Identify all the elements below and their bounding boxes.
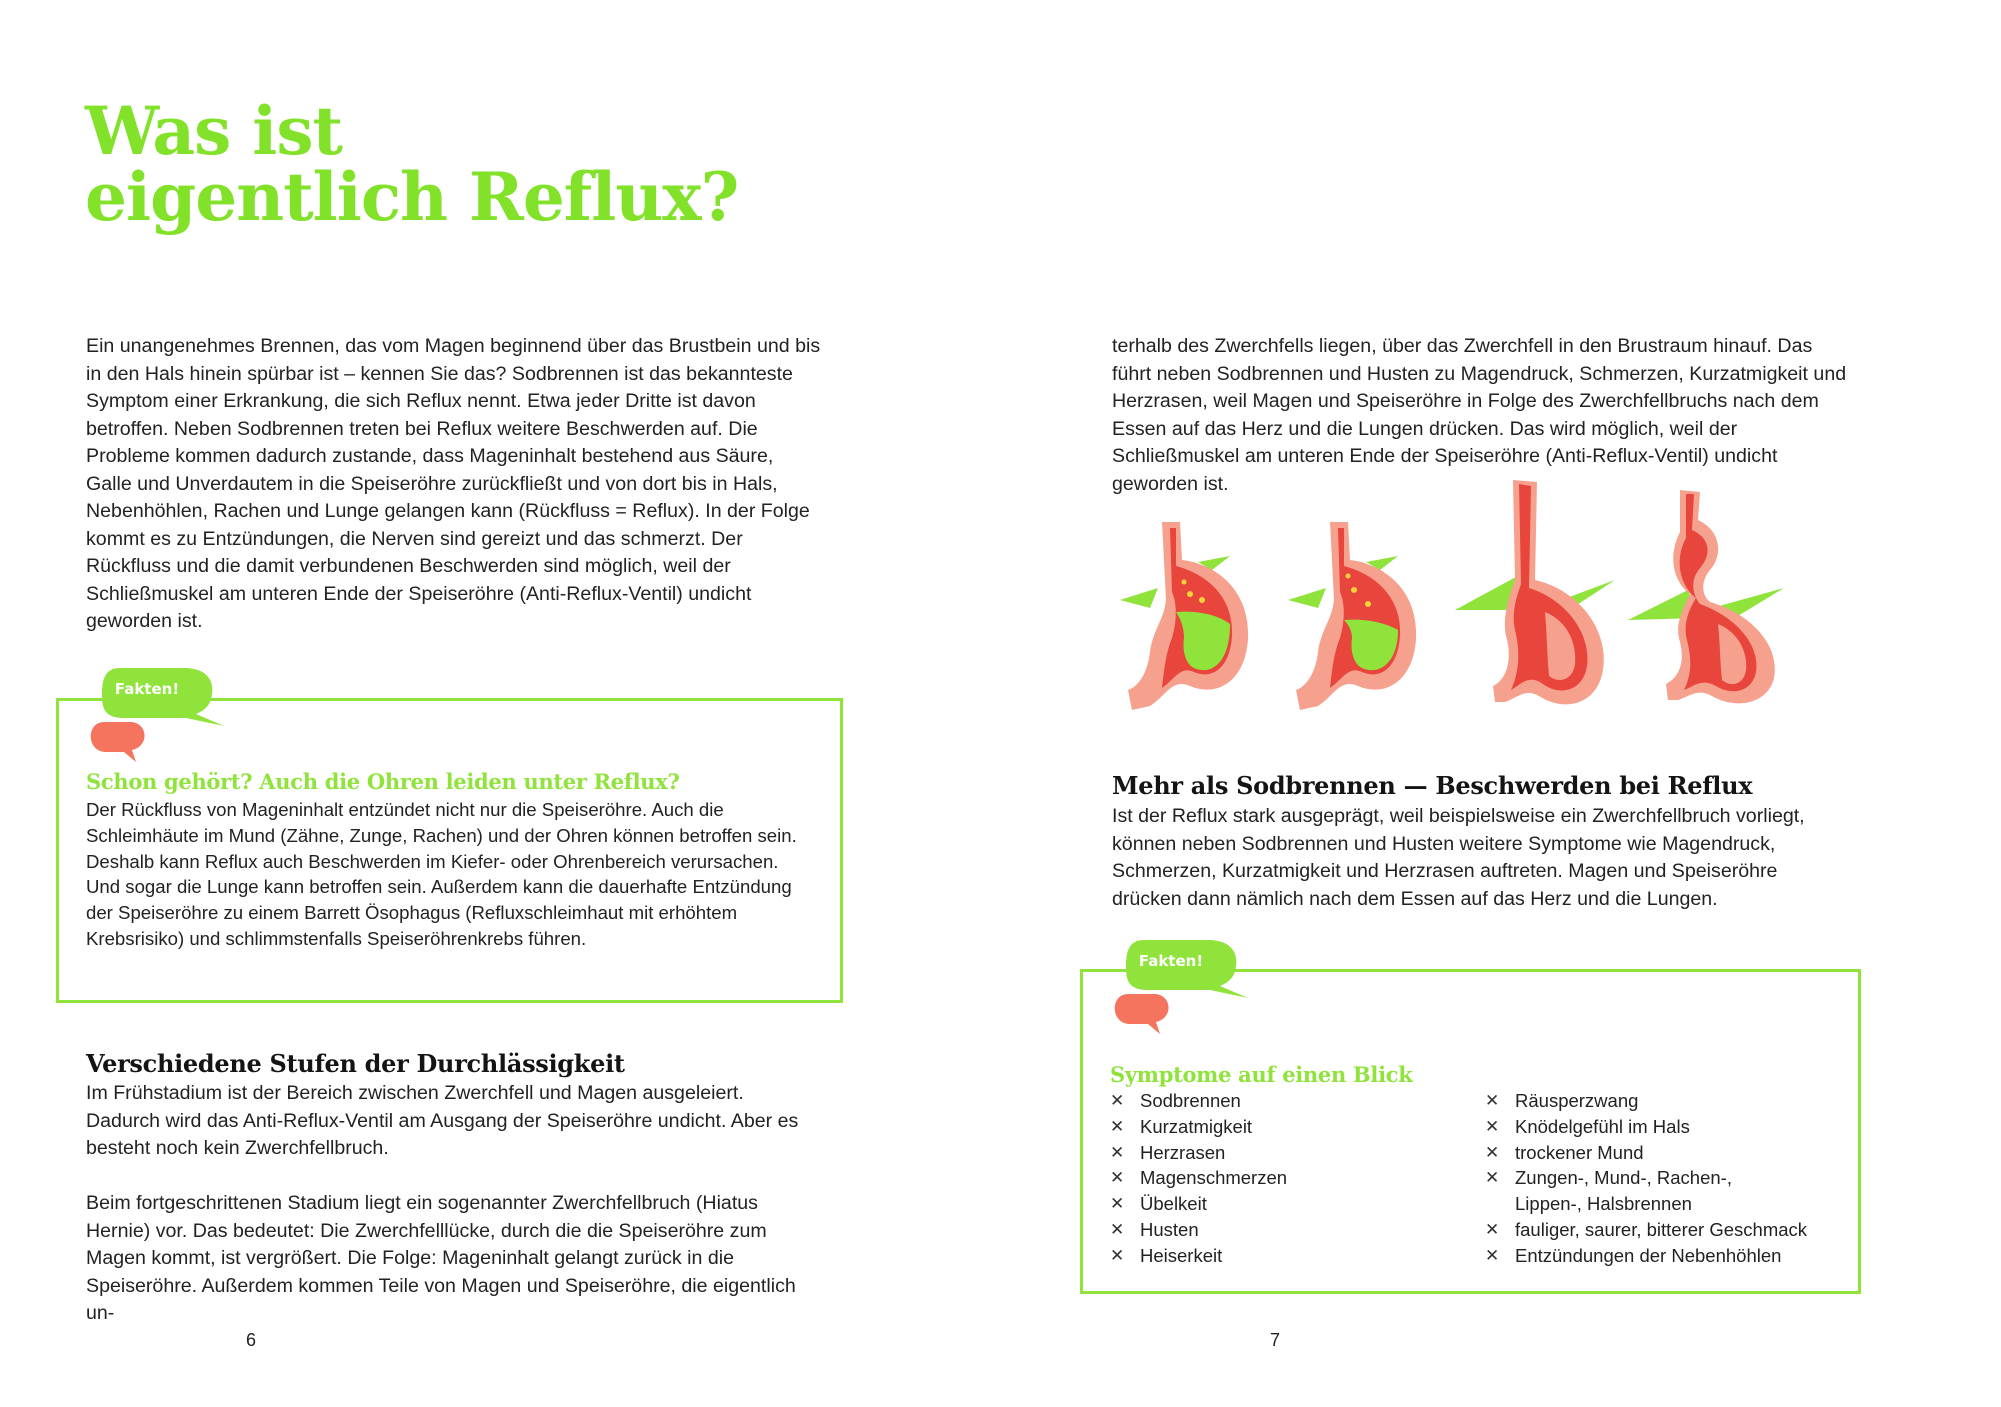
cross-mark-icon: ✕ bbox=[1110, 1194, 1125, 1214]
list-item: ✕ Sodbrennen bbox=[1110, 1088, 1470, 1114]
list-item: ✕ Husten bbox=[1110, 1217, 1470, 1243]
stomach-stage-3-icon bbox=[1455, 480, 1620, 710]
list-item: ✕ trockener Mund bbox=[1485, 1140, 1845, 1166]
cross-mark-icon: ✕ bbox=[1110, 1116, 1125, 1136]
cross-mark-icon: ✕ bbox=[1485, 1116, 1500, 1136]
stomach-stage-1-icon bbox=[1120, 520, 1280, 720]
symptoms-list-right bbox=[1485, 1088, 1845, 1269]
cross-mark-icon: ✕ bbox=[1110, 1219, 1125, 1239]
fact-badge-label: Fakten! bbox=[114, 680, 180, 698]
list-item: ✕ Entzündungen der Nebenhöhlen bbox=[1485, 1243, 1845, 1269]
list-item: ✕ Heiserkeit bbox=[1110, 1243, 1470, 1269]
cross-mark-icon: ✕ bbox=[1110, 1168, 1125, 1188]
cross-mark-icon: ✕ bbox=[1485, 1219, 1500, 1239]
section-heading-stages: Verschiedene Stufen der Durchlässigkeit bbox=[86, 1049, 625, 1078]
symptoms-paragraph: Ist der Reflux stark ausgeprägt, weil beispielsweise ein Zwerchfellbruch vorliegt, können neben Sodbrennen und Husten weitere Symptome wie Magendruck, Schmerzen, Kurzatmigkeit und Herzrasen auftreten. Magen und Speiseröhre drücken dann nämlich nach dem Essen auf das Herz und die Lungen. bbox=[1112, 805, 1805, 910]
title-line-2: eigentlich Reflux? bbox=[85, 158, 739, 236]
speech-bubbles-icon bbox=[1108, 936, 1258, 1036]
cross-mark-icon: ✕ bbox=[1110, 1245, 1125, 1265]
symptoms-box-title: Symptome auf einen Blick bbox=[1110, 1062, 1413, 1087]
stages-paragraph-2: Beim fortgeschrittenen Stadium liegt ein sogenannter Zwerchfellbruch (Hiatus Hernie) vor. Das bedeutet: Die Zwerchfelllücke, durch die die Speiseröhre zum Magen kommt, ist vergrößert. Die Folge: Mageninhalt gelangt zurück in die Speiseröhre. Außerdem kommen Teile von Magen und Speiseröhre, die eigentlich un- bbox=[86, 1192, 796, 1324]
title-line-1: Was ist bbox=[85, 92, 342, 170]
fact-badge-label: Fakten! bbox=[1138, 952, 1204, 970]
list-item: ✕ Zungen-, Mund-, Rachen-, Lippen-, Halsbrennen bbox=[1485, 1167, 1732, 1215]
cross-mark-icon: ✕ bbox=[1485, 1168, 1500, 1188]
stages-paragraph-1: Im Frühstadium ist der Bereich zwischen Zwerchfell und Magen ausgeleiert. Dadurch wird das Anti-Reflux-Ventil am Ausgang der Speiseröhre undicht. Aber es besteht noch kein Zwerchfellbruch. bbox=[86, 1082, 799, 1159]
cross-mark-icon: ✕ bbox=[1485, 1142, 1500, 1162]
section-heading-symptoms: Mehr als Sodbrennen — Beschwerden bei Reflux bbox=[1112, 771, 1753, 800]
list-item: ✕ Räusperzwang bbox=[1485, 1088, 1845, 1114]
cross-mark-icon: ✕ bbox=[1485, 1091, 1500, 1110]
page-number-left: 6 bbox=[246, 1330, 257, 1350]
page-number-right: 7 bbox=[1270, 1330, 1281, 1350]
stomach-illustration-row bbox=[1120, 480, 1820, 715]
stomach-stage-2-icon bbox=[1288, 520, 1448, 720]
list-item: ✕ Magenschmerzen bbox=[1110, 1165, 1470, 1191]
list-item: ✕ fauliger, saurer, bitterer Geschmack bbox=[1485, 1217, 1845, 1243]
cross-mark-icon: ✕ bbox=[1110, 1142, 1125, 1162]
continuation-paragraph: terhalb des Zwerchfells liegen, über das Zwerchfell in den Brustraum hinauf. Das führt neben Sodbrennen und Husten zu Magendruck, Schmerzen, Kurzatmigkeit und Herzrasen, weil Magen und Speiseröhre in Folge des Zwerchfellbruchs nach dem Essen auf das Herz und die Lungen drücken. Das wird möglich, weil der Schließmuskel am unteren Ende der Speiseröhre (Anti-Reflux-Ventil) undicht geworden ist. bbox=[1112, 335, 1847, 495]
list-item: ✕ Knödelgefühl im Hals bbox=[1485, 1114, 1845, 1140]
cross-mark-icon: ✕ bbox=[1485, 1245, 1500, 1265]
stomach-stage-4-icon bbox=[1628, 490, 1793, 710]
fact-box-text: Der Rückfluss von Mageninhalt entzündet nicht nur die Speiseröhre. Auch die Schleimhäute im Mund (Zähne, Zunge, Rachen) und der Ohren können betroffen sein. Deshalb kann Reflux auch Beschwerden im Kiefer- oder Ohrenbereich verursachen. Und sogar die Lunge kann betroffen sein. Außerdem kann die dauerhafte Entzündung der Speiseröhre zu einem Barrett Ösophagus (Refluxschleimhaut mit erhöhtem Krebsrisiko) und schlimmstenfalls Speiseröhrenkrebs führen. bbox=[86, 799, 797, 949]
page-title bbox=[85, 92, 985, 236]
symptoms-list-left bbox=[1110, 1088, 1470, 1269]
fact-box-title: Schon gehört? Auch die Ohren leiden unter Reflux? bbox=[86, 769, 680, 794]
intro-paragraph: Ein unangenehmes Brennen, das vom Magen beginnend über das Brustbein und bis in den Hals hinein spürbar ist – kennen Sie das? Sodbrennen ist das bekannteste Symptom einer Erkrankung, die sich Reflux nennt. Etwa jeder Dritte ist davon betroffen. Neben Sodbrennen treten bei Reflux weitere Beschwerden auf. Die Probleme kommen dadurch zustande, dass Mageninhalt bestehend aus Säure, Galle und Unverdautem in die Speiseröhre zurückfließt und von dort bis in Hals, Nebenhöhlen, Rachen und Lunge gelangen kann (Rückfluss = Reflux). In der Folge kommt es zu Entzündungen, die Nerven sind gereizt und das schmerzt. Der Rückfluss und die damit verbundenen Beschwerden sind möglich, weil der Schließmuskel am unteren Ende der Speiseröhre (Anti-Reflux-Ventil) undicht geworden ist. bbox=[86, 335, 821, 632]
list-item: ✕ Herzrasen bbox=[1110, 1140, 1470, 1166]
cross-mark-icon: ✕ bbox=[1110, 1091, 1125, 1110]
speech-bubbles-icon bbox=[84, 664, 234, 764]
list-item: ✕ Kurzatmigkeit bbox=[1110, 1114, 1470, 1140]
list-item: ✕ Übelkeit bbox=[1110, 1191, 1470, 1217]
